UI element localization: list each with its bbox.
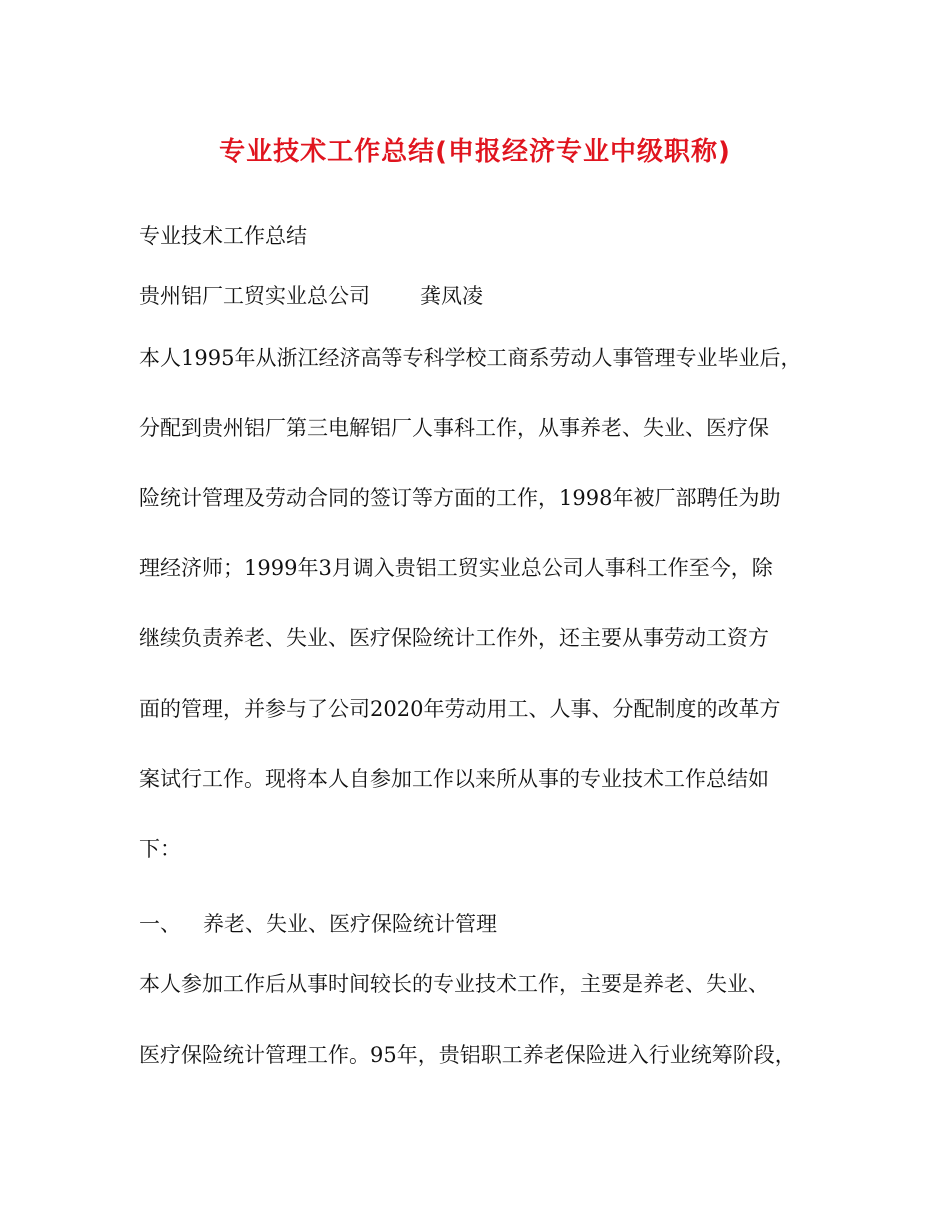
paragraph-line: 理经济师；1999年3月调入贵铝工贸实业总公司人事科工作至今，除 [139,556,773,580]
document-title: 专业技术工作总结(申报经济专业中级职称) [219,137,731,167]
author-line [139,281,483,311]
paragraph-line: 面的管理，并参与了公司2020年劳动用工、人事、分配制度的改革方 [139,697,781,721]
author-name: 龚凤凌 [420,284,483,308]
section-number: 一、 [139,912,181,936]
author-organization: 贵州铝厂工贸实业总公司 [139,284,370,308]
section-title: 养老、失业、医疗保险统计管理 [203,912,497,936]
paragraph-line: 本人1995年从浙江经济高等专科学校工商系劳动人事管理专业毕业后， [139,346,802,370]
paragraph-line: 医疗保险统计管理工作。95年，贵铝职工养老保险进入行业统筹阶段， [139,1043,796,1067]
section-heading [139,909,497,939]
paragraph-line: 本人参加工作后从事时间较长的专业技术工作，主要是养老、失业、 [139,972,769,996]
paragraph-line: 案试行工作。现将本人自参加工作以来所从事的专业技术工作总结如 [139,767,769,791]
paragraph-line: 分配到贵州铝厂第三电解铝厂人事科工作，从事养老、失业、医疗保 [139,416,769,440]
paragraph-line: 下： [139,837,181,861]
paragraph-line: 继续负责养老、失业、医疗保险统计工作外，还主要从事劳动工资方 [139,626,769,650]
document-subtitle: 专业技术工作总结 [139,224,307,248]
paragraph-line: 险统计管理及劳动合同的签订等方面的工作，1998年被厂部聘任为助 [139,486,781,510]
